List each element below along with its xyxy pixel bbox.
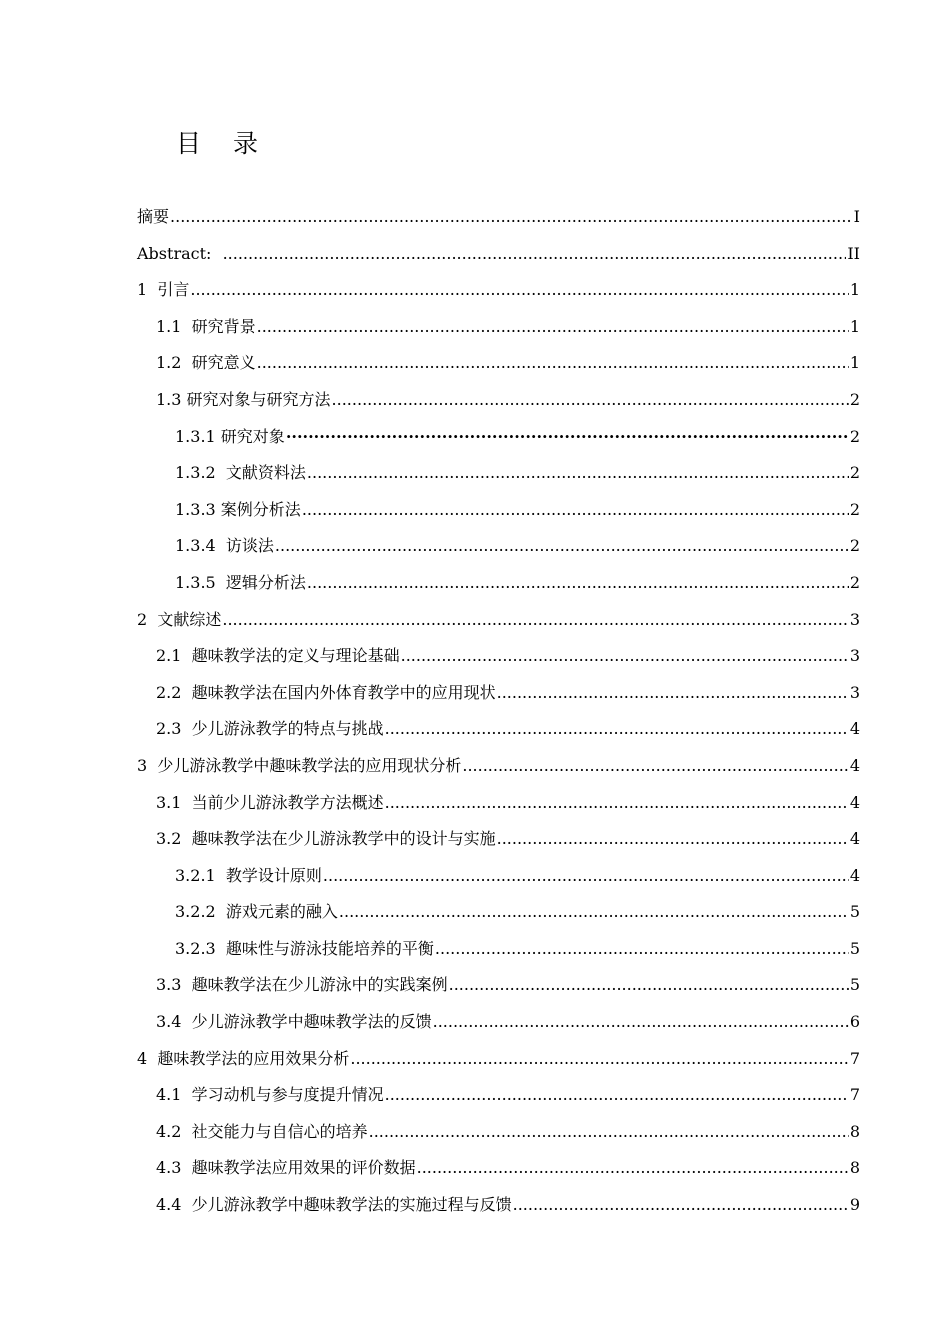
toc-page-number: 5 <box>849 902 860 922</box>
toc-dot-leader <box>323 858 849 895</box>
toc-page-number: 4 <box>849 792 860 812</box>
toc-page-number: 2 <box>849 536 860 556</box>
toc-page-number: 4 <box>849 865 860 885</box>
toc-dot-leader <box>433 1004 849 1041</box>
toc-entry-label: 摘要 <box>137 207 170 226</box>
toc-page-number: 2 <box>849 426 860 446</box>
toc-entry-label: 4.2 社交能力与自信心的培养 <box>156 1121 368 1141</box>
toc-dot-leader <box>385 785 849 822</box>
toc-entry[interactable] <box>0 236 950 273</box>
toc-entry[interactable] <box>0 711 950 748</box>
toc-dot-leader <box>369 1114 849 1151</box>
toc-page-number: 6 <box>849 1012 860 1032</box>
toc-dot-leader <box>302 492 849 529</box>
toc-entry-label: 1.3.1 研究对象 <box>175 426 285 446</box>
toc-entry[interactable] <box>0 309 950 346</box>
toc-entry[interactable] <box>0 858 950 895</box>
toc-entry-label: 1 引言 <box>137 280 190 300</box>
toc-dot-leader <box>170 199 853 236</box>
toc-entry-label: 3.2.2 游戏元素的融入 <box>175 902 338 922</box>
toc-entry-label: 2.3 少儿游泳教学的特点与挑战 <box>156 719 384 739</box>
toc-dot-leader <box>222 602 848 639</box>
toc-entry[interactable] <box>0 492 950 529</box>
toc-entry[interactable] <box>0 967 950 1004</box>
toc-dot-leader <box>401 638 849 675</box>
toc-page-number: 8 <box>849 1158 860 1178</box>
toc-page-number: 2 <box>849 499 860 519</box>
toc-entry-label: 3.2.3 趣味性与游泳技能培养的平衡 <box>175 938 434 958</box>
toc-page-number: I <box>853 207 860 226</box>
toc-dot-leader <box>449 967 849 1004</box>
toc-entry[interactable] <box>0 675 950 712</box>
toc-page-number: 1 <box>849 280 860 300</box>
toc-entry[interactable] <box>0 1041 950 1078</box>
toc-dot-leader <box>307 455 849 492</box>
toc-entry-label: 2 文献综述 <box>137 609 222 629</box>
toc-entry-label: 1.3.3 案例分析法 <box>175 499 301 519</box>
toc-dot-leader <box>435 931 849 968</box>
toc-page-number: 1 <box>849 316 860 336</box>
toc-entry[interactable] <box>0 894 950 931</box>
toc-page-number: 9 <box>849 1195 860 1215</box>
toc-dot-leader <box>513 1187 849 1224</box>
toc-entry[interactable] <box>0 419 950 456</box>
toc-entry[interactable] <box>0 272 950 309</box>
toc-page-number: 3 <box>849 646 860 666</box>
toc-entry-label: 3.1 当前少儿游泳教学方法概述 <box>156 792 384 812</box>
toc-page-number: 2 <box>849 572 860 592</box>
toc-dot-leader <box>339 894 849 931</box>
toc-dot-leader <box>332 382 849 419</box>
toc-entry-label: 2.1 趣味教学法的定义与理论基础 <box>156 646 400 666</box>
toc-page-number: 2 <box>849 463 860 483</box>
toc-entry-label: Abstract: <box>137 243 222 263</box>
toc-entry[interactable] <box>0 1077 950 1114</box>
toc-entry[interactable] <box>0 785 950 822</box>
toc-page-number: 7 <box>849 1048 860 1068</box>
toc-page-number: 3 <box>849 682 860 702</box>
toc-page-number: 1 <box>849 353 860 373</box>
toc-entry[interactable] <box>0 382 950 419</box>
toc-entry-label: 1.2 研究意义 <box>156 353 256 373</box>
toc-dot-leader <box>190 272 848 309</box>
toc-page-number: 7 <box>849 1085 860 1105</box>
toc-entry-label: 3.3 趣味教学法在少儿游泳中的实践案例 <box>156 975 448 995</box>
toc-page-number: 3 <box>849 609 860 629</box>
toc-entry-label: 1.3.5 逻辑分析法 <box>175 572 306 592</box>
toc-entry[interactable] <box>0 199 950 236</box>
toc-page-number: 4 <box>849 755 860 775</box>
toc-entry[interactable] <box>0 565 950 602</box>
toc-entry-label: 3.2.1 教学设计原则 <box>175 865 322 885</box>
toc-entry-label: 3 少儿游泳教学中趣味教学法的应用现状分析 <box>137 755 462 775</box>
toc-page-number: 4 <box>849 719 860 739</box>
toc-page-number: 5 <box>849 975 860 995</box>
toc-dot-leader <box>223 236 847 273</box>
toc-entry[interactable] <box>0 748 950 785</box>
toc-entry[interactable] <box>0 821 950 858</box>
toc-entry[interactable] <box>0 1004 950 1041</box>
toc-page-number: 2 <box>849 389 860 409</box>
toc-dot-leader <box>385 711 849 748</box>
toc-entry-label: 3.4 少儿游泳教学中趣味教学法的反馈 <box>156 1012 432 1032</box>
toc-dot-leader <box>385 1077 849 1114</box>
toc-dot-leader <box>350 1041 848 1078</box>
toc-page-number: 4 <box>849 829 860 849</box>
toc-entry[interactable] <box>0 602 950 639</box>
toc-entry[interactable] <box>0 455 950 492</box>
toc-entry-label: 1.3 研究对象与研究方法 <box>156 389 331 409</box>
toc-dot-leader <box>257 345 849 382</box>
toc-page-number: II <box>847 243 860 263</box>
toc-entry[interactable] <box>0 638 950 675</box>
toc-dot-leader <box>497 675 849 712</box>
toc-entry-label: 4 趣味教学法的应用效果分析 <box>137 1048 350 1068</box>
toc-entry-label: 4.3 趣味教学法应用效果的评价数据 <box>156 1158 416 1178</box>
toc-entry[interactable] <box>0 1114 950 1151</box>
toc-dot-leader <box>286 419 849 456</box>
toc-entry-label: 1.3.4 访谈法 <box>175 536 274 556</box>
toc-dot-leader <box>275 528 849 565</box>
toc-entry-label: 4.1 学习动机与参与度提升情况 <box>156 1085 384 1105</box>
toc-dot-leader <box>417 1150 849 1187</box>
toc-page-number: 8 <box>849 1121 860 1141</box>
toc-entry-label: 3.2 趣味教学法在少儿游泳教学中的设计与实施 <box>156 829 496 849</box>
toc-page-number: 5 <box>849 938 860 958</box>
toc-entry-label: 4.4 少儿游泳教学中趣味教学法的实施过程与反馈 <box>156 1195 512 1215</box>
toc-entry-label: 1.3.2 文献资料法 <box>175 463 306 483</box>
toc-entry[interactable] <box>0 528 950 565</box>
toc-dot-leader <box>462 748 848 785</box>
toc-entry-label: 2.2 趣味教学法在国内外体育教学中的应用现状 <box>156 682 496 702</box>
toc-dot-leader <box>497 821 849 858</box>
toc-entry[interactable] <box>0 1187 950 1224</box>
toc-entry[interactable] <box>0 931 950 968</box>
toc-dot-leader <box>307 565 849 602</box>
toc-list <box>0 199 950 1224</box>
toc-entry-label: 1.1 研究背景 <box>156 316 256 336</box>
toc-dot-leader <box>257 309 849 346</box>
toc-entry[interactable] <box>0 345 950 382</box>
toc-title: 目 录 <box>176 129 270 158</box>
toc-entry[interactable] <box>0 1150 950 1187</box>
